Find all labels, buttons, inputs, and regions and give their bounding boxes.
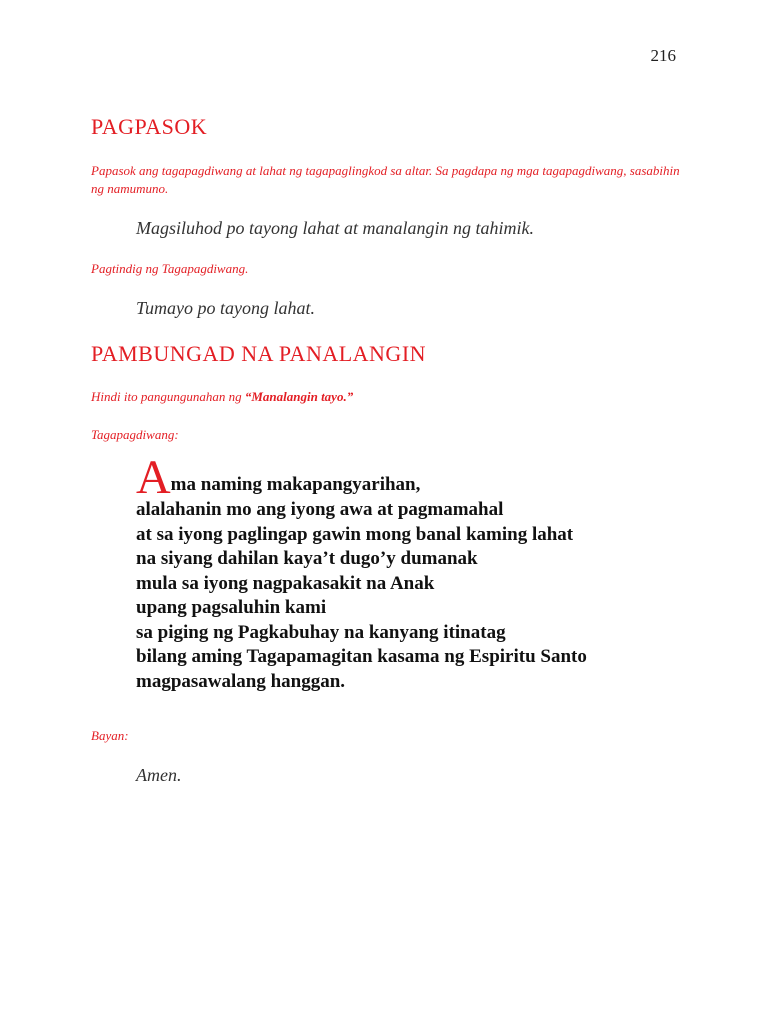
drop-cap: A xyxy=(136,451,171,504)
prayer-line: at sa iyong paglingap gawin mong banal kaming lahat xyxy=(136,523,574,545)
rubric-emphasis: “Manalangin tayo.” xyxy=(244,389,354,404)
spoken-kneel: Magsiluhod po tayong lahat at manalangin ng tahimik. xyxy=(136,218,534,238)
prayer-line: alalahanin mo ang iyong awa at pagmamahal xyxy=(136,499,504,520)
prayer-line-text: ma naming makapangyarihan, xyxy=(170,474,421,495)
response-amen: Amen. xyxy=(136,765,182,785)
prayer-line xyxy=(136,451,696,504)
prayer-line: mula sa iyong nagpakasakit na Anak xyxy=(136,572,435,594)
prayer-line: bilang aming Tagapamagitan kasama ng Espiritu Santo xyxy=(136,646,587,667)
spoken-stand: Tumayo po tayong lahat. xyxy=(136,298,315,318)
prayer-line: upang pagsaluhin kami xyxy=(136,597,327,618)
rubric-prefix: Hindi ito pangungunahan ng xyxy=(91,389,245,404)
prayer-line: magpasawalang hanggan. xyxy=(136,670,346,692)
opening-prayer xyxy=(136,451,696,694)
prayer-line: na siyang dahilan kaya’t dugo’y dumanak xyxy=(136,548,478,569)
prayer-line: sa piging ng Pagkabuhay na kanyang itinatag xyxy=(136,621,506,643)
section-heading-pagpasok: PAGPASOK xyxy=(91,114,208,139)
speaker-label-people: Bayan: xyxy=(91,728,129,743)
rubric-no-invitation xyxy=(91,388,691,406)
speaker-label-celebrant: Tagapagdiwang: xyxy=(91,427,179,442)
section-heading-opening-prayer: PAMBUNGAD NA PANALANGIN xyxy=(91,341,427,366)
page-number: 216 xyxy=(650,46,676,65)
rubric-entrance: Papasok ang tagapagdiwang at lahat ng tagapaglingkod sa altar. Sa pagdapa ng mga tagapagdiwang, sasabihin ng namumuno. xyxy=(91,163,680,196)
rubric-stand: Pagtindig ng Tagapagdiwang. xyxy=(91,261,249,276)
